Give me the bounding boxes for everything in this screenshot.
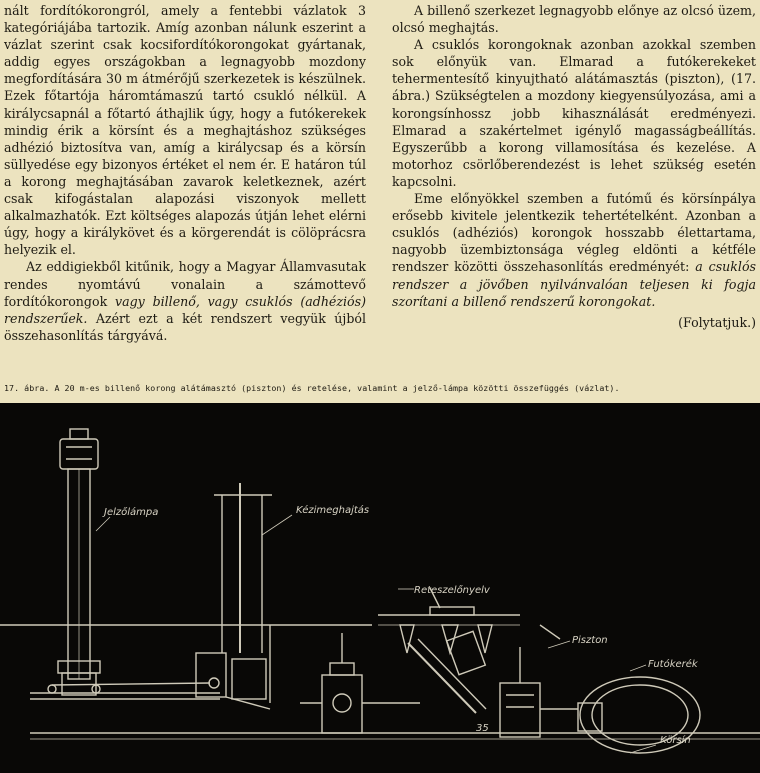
gearbox [300,633,420,733]
label-hand-drive: Kézimeghajtás [296,505,370,516]
right-paragraph-1: A billenő szerkezet legnagyobb előnye az olcsó üzem, olcsó meghajtás. [392,3,756,36]
label-signal-lamp: Jelzőlámpa [104,507,159,518]
left-paragraph-2-italic: vagy billenő, vagy csuklós (adhéziós) rendszerűek. [4,293,367,326]
lamp-head [60,439,98,469]
label-dimension: 35 [476,723,489,734]
hand-drive-assembly [196,483,272,709]
left-text-column [4,2,366,344]
locking-mechanism [378,588,520,713]
right-text-column [392,2,756,331]
right-paragraph-3 [392,190,756,310]
label-piston: Piszton [572,635,608,646]
label-running-wheel: Futókerék [648,659,698,670]
lamp-cap [70,429,88,439]
left-paragraph-2-tail: Azért ezt a két rendszert vegyük újból összehasonlítás tárgyává. [4,310,366,343]
figure-17-drawing [0,403,760,773]
right-paragraph-3-text: Eme előnyökkel szemben a futómű és körsínpálya erősebb kivitele jelentkezik tehertételként. Azonban a csuklós (adhéziós) korongok hosszabb élettartama, nagyobb üzembiztonsága végleg eldönti a kétféle rendszer közötti összehasonlítás eredményét: [392,191,756,275]
left-paragraph-2 [4,258,366,343]
continued-note: (Folytatjuk.) [678,314,756,330]
mechanism-sketch [0,403,760,773]
label-circular-rail: Körsín [660,735,691,746]
right-paragraph-3-italic: a csuklós rendszer a jövőben nyilvánvalóan teljesen ki fogja szorítani a billenő rendszerű korongokat. [392,259,756,309]
figure-caption: 17. ábra. A 20 m-es billenő korong alátámasztó (piszton) és retelése, valamint a jelző-lámpa közötti összefüggés (vázlat). [4,383,620,393]
left-paragraph-1: nált fordítókorongról, amely a fentebbi vázlatok 3 kategóriájába tartozik. Amíg azonban nálunk eszerint a vázlat szerint csak kocsifordítókorongokat gyártanak, addig egyes országokban a legnagyobb mozdony megfordítására 30 m átmérőjű szerkezetek is készülnek. Ezek főtartója háromtámaszú tartó csukló nélkül. A királycsapnál a főtartó áthajlik úgy, hogy a futókerekek mindig érik a körsínt és a meghajtáshoz szükséges adhézió biztosítva van, amíg a királycsap és a körsín süllyedése egy bizonyos értéket el nem ér. E határon túl a korong meghajtásában zavarok keletkeznek, azért csak kifogástalan alapozási viszonyok mellett alkalmazhatók. Ezt költséges alapozás útján lehet elérni úgy, hogy a királykövet és a körgerendát is cölöprácsra helyezik el. [4,3,366,258]
label-locking-tongue: Reteszelőnyelv [414,585,490,596]
left-paragraph-2-text: Az eddigiekből kitűnik, hogy a Magyar Államvasutak rendes nyomtávú vonalain a számottevő fordítókorongok [4,259,366,309]
signal-lamp-assembly [58,429,100,695]
right-paragraph-2: A csuklós korongoknak azonban azokkal szemben sok előnyük van. Elmarad a futókerekeket tehermentesítő kinyujtható alátámasztás (piszton), (17. ábra.) Szükségtelen a mozdony kiegyensúlyozása, ami a korongsínhossz jobb kihasználását eredményezi. Elmarad a szakértelmet igénylő magasságbeállítás. Egyszerűbb a korong villamosítása és kezelése. A motorhoz csörlőberendezést is lehet szükség esetén kapcsolni. [392,37,756,189]
piston-assembly [500,625,560,737]
